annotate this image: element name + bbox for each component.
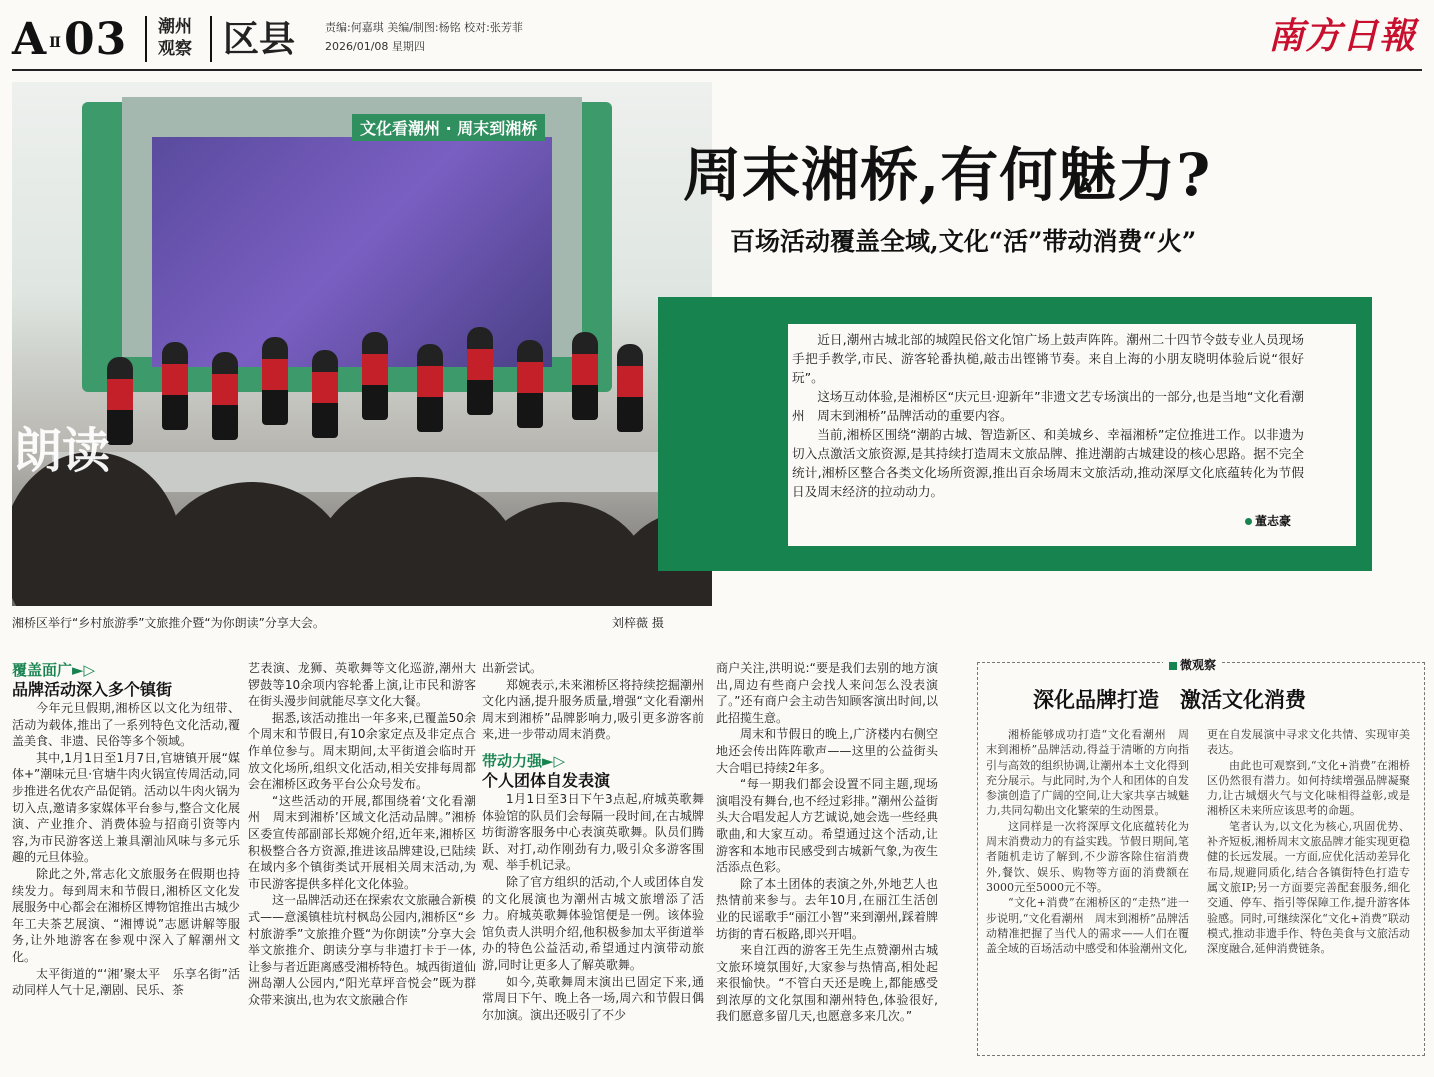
body-column-4 [716, 660, 938, 1025]
body-paragraph: 除了本土团体的表演之外,外地艺人也热情前来参与。去年10月,在丽江生活创业的民谣歌手“丽江小智”来到潮州,踩着牌坊街的青石板路,即兴开唱。 [716, 876, 938, 941]
section-subtitle: 品牌活动深入多个镇街 [12, 680, 173, 699]
header-divider [210, 16, 212, 62]
body-paragraph: 据悉,该活动推出一年多来,已覆盖50余个周末和节假日,有10余家定点及非定点合作单位参与。周末期间,太平街道会临时开放文化场所,组织文化活动,相关安排每周都会在湘桥区政务平台公众号发布。 [248, 710, 476, 792]
commentary-paragraph: 更在自发展演中寻求文化共情、实现审美表达。 [1207, 728, 1410, 757]
section-kicker: 带动力强►▷ [482, 751, 566, 770]
body-paragraph: 商户关注,洪明说:“要是我们去别的地方演出,周边有些商户会找人来问怎么没表演了。”还有商户会主动告知顾客演出时间,以此招揽生意。 [716, 661, 938, 725]
header-rule [12, 69, 1422, 71]
dancer [517, 340, 543, 428]
header-divider [145, 16, 147, 62]
body-paragraph: 这一品牌活动还在探索农文旅融合新模式——意溪镇桂坑村枫岛公园内,湘桥区“乡村旅游季”文旅推介暨“为你朗读”分享大会举文旅推介、朗读分享与非遗打卡于一体,让参与者近距离感受湘桥特色。城西街道仙洲岛潮人公园内,“阳光草坪音悦会”既为群众带来演出,也为农文旅融合作 [248, 893, 477, 1007]
commentary-paragraph: 湘桥能够成功打造“文化看潮州 周末到湘桥”品牌活动,得益于清晰的方向指引与高效的组织协调,让潮州本土文化得到充分展示。与此同时,为个人和团体的自发参演创造了广阔的空间,让大家共享古城魅力,共同勾勒出文化繁荣的生动图景。 [986, 728, 1189, 818]
photo-caption: 湘桥区举行“乡村旅游季”文旅推介暨“为你朗读”分享大会。 [12, 616, 325, 630]
dancer [572, 332, 598, 420]
section-label: 潮州观察 [158, 17, 192, 59]
subheadline: 百场活动覆盖全域,文化“活”带动消费“火” [730, 227, 1197, 256]
dancer [617, 344, 643, 432]
reading-sign-text: 朗读 [14, 423, 111, 479]
newspaper-logo: 南方日報 [1267, 15, 1416, 57]
body-paragraph: 出新尝试。 [482, 661, 543, 675]
dancer [107, 357, 133, 445]
commentary-paragraph: 笔者认为,以文化为核心,巩固优势、补齐短板,湘桥周末文旅品牌才能实现更稳健的长远发展。一方面,应优化活动差异化布局,规避同质化,结合各镇街特色打造专属文旅IP;另一方面要完善配套服务,细化交通、停车、指引等保障工作,提升游客体验感。同时,可继续深化“文化+消费”联动模式,推动非遗手作、特色美食与文旅活动深度融合,延伸消费链条。 [1207, 819, 1410, 956]
lead-photo [12, 82, 712, 606]
body-paragraph: 1月1日至3日下午3点起,府城英歌舞体验馆的队员们会每隔一段时间,在古城牌坊街游客服务中心表演英歌舞。队员们腾跃、对打,动作刚劲有力,吸引众多游客围观、举手机记录。 [482, 791, 704, 873]
dancer [312, 350, 338, 438]
body-paragraph: “每一期我们都会设置不同主题,现场演唱没有舞台,也不经过彩排。”潮州公益街头大合唱发起人方艺诚说,她会选一些经典歌曲,和大家互动。希望通过这个活动,让游客和本地市民感受到古城新气象,为夜生活添点色彩。 [716, 777, 938, 875]
lead-paragraph: 这场互动体验,是湘桥区“庆元旦·迎新年”非遗文艺专场演出的一部分,也是当地“文化看潮州 周末到湘桥”品牌活动的重要内容。 [792, 389, 1304, 423]
body-paragraph: 艺表演、龙狮、英歌舞等文化巡游,潮州大锣鼓等10余项内容轮番上演,让市民和游客在街头漫步间就能尽享文化大餐。 [248, 661, 476, 709]
body-paragraph: 来自江西的游客王先生点赞潮州古城文旅环境氛围好,大家参与热情高,相处起来很愉快。“不管白天还是晚上,都能感受到浓厚的文化氛围和潮州特色,体验很好,我们愿意多留几天,也愿意多来几次。” [716, 943, 938, 1024]
photo-credit: 刘梓薇 摄 [612, 616, 664, 630]
body-paragraph: 除此之外,常志化文旅服务在假期也持续发力。每到周末和节假日,湘桥区文化发展服务中心都会在湘桥区博物馆推出古城少年工夫茶艺展演、“湘博说”志愿讲解等服务,让外地游客在参观中深入了解潮州文化。 [12, 866, 241, 964]
body-paragraph: 今年元旦假期,湘桥区以文化为纽带、活动为载体,推出了一系列特色文化活动,覆盖美食、非遗、民俗等多个领域。 [12, 701, 240, 749]
page-number: A Ⅱ03 [12, 14, 128, 65]
commentary-paragraph: 由此也可观察到,“文化+消费”在湘桥区仍然很有潜力。如何持续增强品牌凝聚力,让古城烟火气与文化味相得益彰,或是湘桥区未来所应该思考的命题。 [1207, 758, 1410, 818]
dancer [467, 327, 493, 415]
commentary-tag: 微观察 [1163, 656, 1222, 673]
headline: 周末湘桥,有何魅力? [683, 141, 1212, 209]
commentary-title: 深化品牌打造 激活文化消费 [1033, 687, 1306, 712]
body-paragraph: 周末和节假日的晚上,广济楼内右侧空地还会传出阵阵歌声——这里的公益街头大合唱已持续2年多。 [716, 727, 938, 775]
dancer [162, 342, 188, 430]
editor-credits: 责编:何嘉琪 美编/制图:杨铭 校对:张芳菲 [325, 21, 523, 34]
body-paragraph: “这些活动的开展,都围绕着‘文化看潮州 周末到湘桥’区域文化活动品牌。”湘桥区委宣传部副部长郑婉介绍,近年来,湘桥区积极整合各方资源,推进该品牌建设,已陆续在域内多个镇街类试开展相关周末活动,为市民游客提供多样化文化体验。 [248, 793, 476, 891]
body-column-3 [482, 660, 717, 1023]
body-paragraph: 郑婉表示,未来湘桥区将持续挖掘潮州文化内涵,提升服务质量,增强“文化看潮州 周末到湘桥”品牌影响力,吸引更多游客前来,进一步带动周末消费。 [482, 677, 717, 742]
section-subtitle: 个人团体自发表演 [482, 770, 611, 790]
section-title: 区县 [223, 18, 296, 60]
dancer [212, 352, 238, 440]
section-kicker: 覆盖面广►▷ [12, 661, 96, 679]
lead-paragraph: 近日,潮州古城北部的城隍民俗文化馆广场上鼓声阵阵。潮州二十四节令鼓专业人员现场手把手教学,市民、游客轮番执槌,敲击出铿锵节奏。来自上海的小朋友晓明体验后说“很好玩”。 [792, 332, 1304, 385]
body-column-1 [12, 660, 240, 999]
lead-author: 董志豪 [1245, 512, 1291, 529]
commentary-column-2 [1207, 727, 1410, 956]
lead-paragraph: 当前,湘桥区围绕“潮韵古城、智造新区、和美城乡、幸福湘桥”定位推进工作。以非遗为切入点激活文旅资源,是其持续打造周末文旅品牌、推进潮韵古城建设的核心思路。据不完全统计,湘桥区整合各类文化场所资源,推出百余场周末文旅活动,推动深厚文化底蕴转化为节假日及周末经济的拉动动力。 [792, 427, 1304, 499]
body-column-2 [248, 660, 476, 1008]
body-paragraph: 太平街道的“‘湘’聚太平 乐享名街”活动同样人气十足,潮剧、民乐、茶 [12, 966, 240, 998]
issue-date: 2026/01/08 星期四 [325, 40, 425, 53]
commentary-paragraph: 这同样是一次将深厚文化底蕴转化为周末消费动力的有益实践。节假日期间,笔者随机走访了解到,不少游客除住宿消费外,餐饮、娱乐、购物等方面的消费额在3000元至5000元不等。 [986, 819, 1189, 894]
body-paragraph: 除了官方组织的活动,个人或团体自发的文化展演也为潮州古城文旅增添了活力。府城英歌舞体验馆便是一例。该体验馆负责人洪明介绍,他积极参加太平街道举办的特色公益活动,希望通过内演带动旅游,同时让更多人了解英歌舞。 [482, 874, 704, 972]
stage-screen [152, 137, 552, 367]
commentary-paragraph: “文化+消费”在湘桥区的“走热”进一步说明,“文化看潮州 周末到湘桥”品牌活动精准把握了当代人的需求——人们在覆盖全域的百场活动中感受和体验潮州文化, [986, 896, 1189, 956]
stage-banner-text: 文化看潮州 · 周末到湘桥 [352, 114, 545, 141]
body-paragraph: 如今,英歌舞周末演出已固定下来,通常周日下午、晚上各一场,周六和节假日偶尔加演。演出还吸引了不少 [482, 974, 704, 1022]
dancer [262, 337, 288, 425]
body-paragraph: 其中,1月1日至1月7日,官塘镇开展“媒体+”潮味元旦·官塘牛肉火锅宣传周活动,同步推进名优农产品促销。活动以牛肉火锅为切入点,邀请多家媒体平台参与,整合文化展演、产业推介、消费体验与招商引资等内容,为市民游客送上兼具潮汕风味与多元乐趣的元旦体验。 [12, 750, 241, 865]
commentary-column-1 [986, 727, 1189, 956]
lead-text [792, 330, 1304, 501]
dancer [362, 332, 388, 420]
dancer [417, 344, 443, 432]
